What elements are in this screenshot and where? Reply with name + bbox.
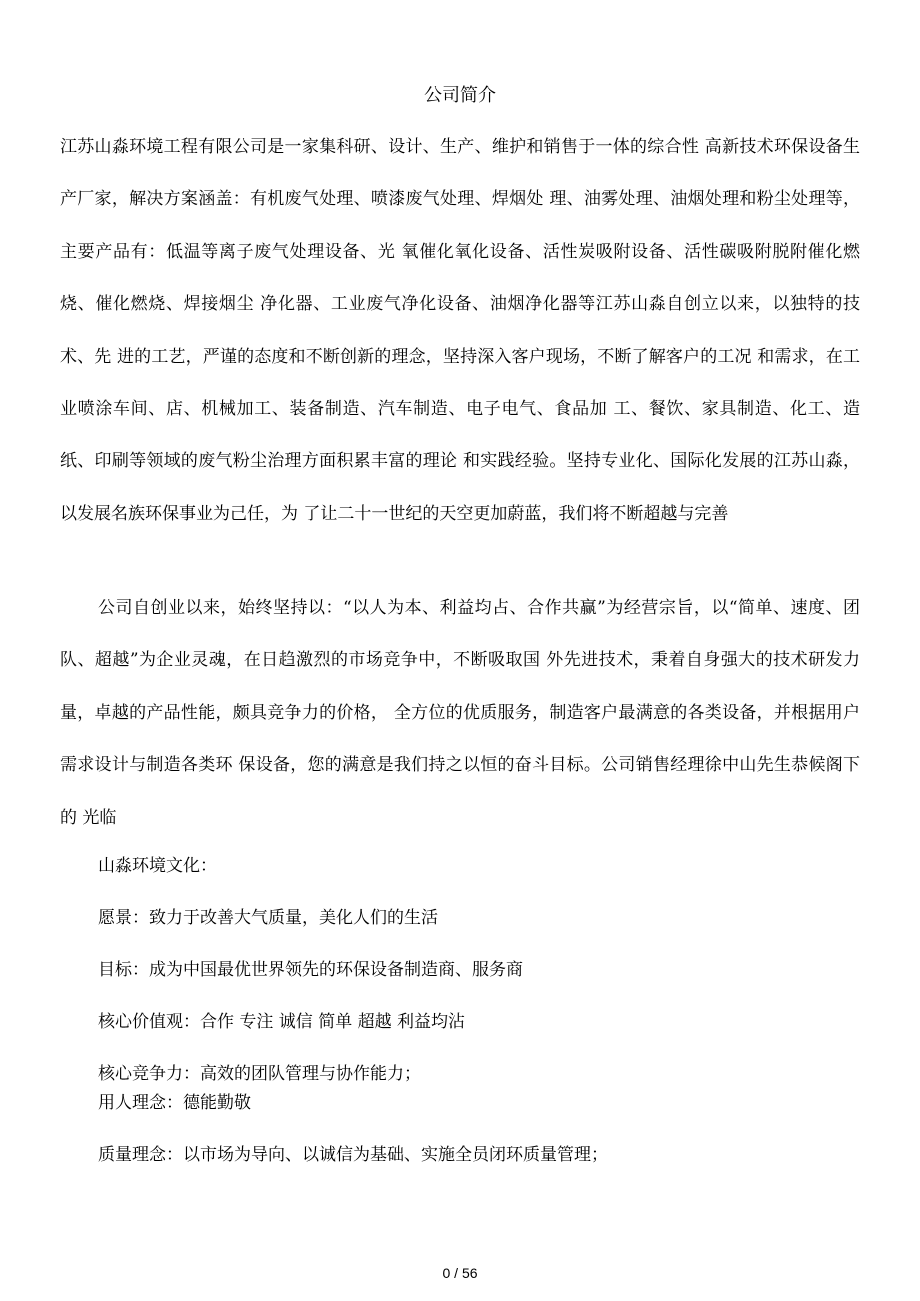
vision-line: 愿景：致力于改善大气质量，美化人们的生活 bbox=[98, 908, 438, 928]
goal-line: 目标：成为中国最优世界领先的环保设备制造商、服务商 bbox=[98, 960, 523, 980]
philosophy-paragraph: 公司自创业以来，始终坚持以：“以人为本、利益均占、合作共赢”为经营宗旨，以“简单、速度、团队、超越”为企业灵魂，在日趋激烈的市场竞争中，不断吸取国 外先进技术，秉着自身强大的技术研发力量，卓越的产品性能，颇具竞争力的价格， 全方位的优质服务，制造客户最满意的各类设备，并根据用户需求设计与制造各类环 保设备，您的满意是我们持之以恒的奋斗目标。公司销售经理徐中山先生恭候阁下的 光临 bbox=[60, 598, 860, 828]
culture-heading: 山淼环境文化： bbox=[98, 856, 217, 876]
core-competence-line: 核心竞争力：高效的团队管理与协作能力； bbox=[98, 1064, 421, 1084]
page-indicator: 0 / 56 bbox=[442, 1265, 478, 1281]
intro-paragraph: 江苏山淼环境工程有限公司是一家集科研、设计、生产、维护和销售于一体的综合性 高新技术环保设备生产厂家，解决方案涵盖：有机废气处理、喷漆废气处理、焊烟处 理、油雾处理、油烟处理和粉尘处理等，主要产品有：低温等离子废气处理设备、光 氧催化氧化设备、活性炭吸附设备、活性碳吸附脱附催化燃烧、催化燃烧、焊接烟尘 净化器、工业废气净化设备、油烟净化器等江苏山淼自创立以来，以独特的技术、先 进的工艺，严谨的态度和不断创新的理念，坚持深入客户现场，不断了解客户的工况 和需求，在工业喷涂车间、店、机械加工、装备制造、汽车制造、电子电气、食品加 工、餐饮、家具制造、化工、造纸、印刷等领域的废气粉尘治理方面积累丰富的理论 和实践经验。坚持专业化、国际化发展的江苏山淼，以发展名族环保事业为己任，为 了让二十一世纪的天空更加蔚蓝，我们将不断超越与完善 bbox=[60, 137, 860, 524]
page-title: 公司简介 bbox=[424, 85, 496, 106]
core-values-line: 核心价值观：合作 专注 诚信 简单 超越 利益均沾 bbox=[98, 1012, 466, 1032]
employment-philosophy-line: 用人理念：德能勤敬 bbox=[98, 1093, 251, 1113]
quality-philosophy-line: 质量理念：以市场为导向、以诚信为基础、实施全员闭环质量管理； bbox=[98, 1145, 608, 1165]
